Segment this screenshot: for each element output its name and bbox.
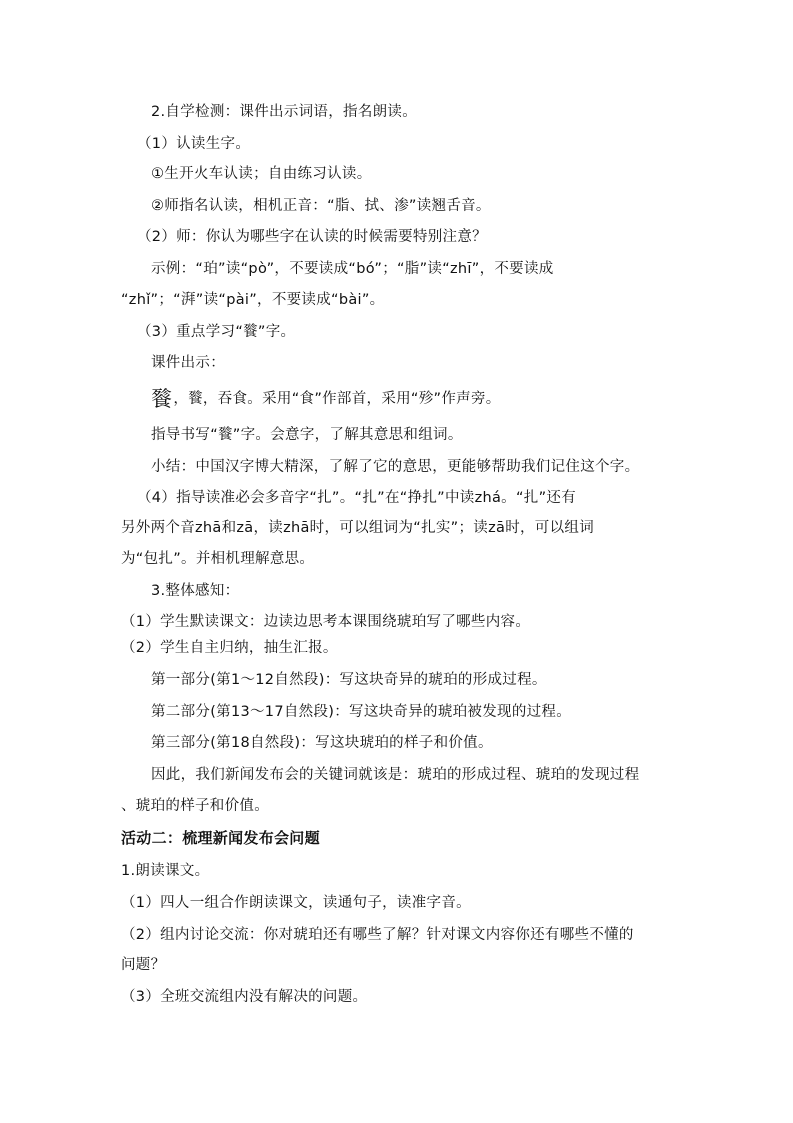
courseware-label: 课件出示： (151, 355, 225, 371)
part-one: 第一部分(第1～12自然段)：写这块奇异的琥珀的形成过程。 (151, 672, 547, 688)
section-2-heading: 2.自学检测：课件出示词语，指名朗读。 (151, 104, 418, 120)
read-step-3: （3）全班交流组内没有解决的问题。 (121, 989, 368, 1005)
step-1-item-a: ①生开火车认读；自由练习认读。 (151, 166, 372, 182)
character-explanation (151, 389, 501, 409)
step-4-line-3: 为“包扎”。并相机理解意思。 (121, 551, 315, 567)
step-4-line-2: 另外两个音zhā和zā，读zhā时，可以组词为“扎实”；读zā时，可以组词 (121, 520, 594, 536)
activity-two-heading: 活动二：梳理新闻发布会问题 (121, 829, 320, 847)
keywords-line-1: 因此，我们新闻发布会的关键词就该是：琥珀的形成过程、琥珀的发现过程 (151, 767, 640, 783)
step-2-example-line-1: 示例：“珀”读“pò”，不要读成“bó”；“脂”读“zhī”，不要读成 (151, 261, 554, 277)
part-two: 第二部分(第13～17自然段)：写这块奇异的琥珀被发现的过程。 (151, 704, 572, 720)
step-1-item-b: ②师指名认读，相机正音：“脂、拭、渗”读翘舌音。 (151, 198, 491, 214)
character-explanation-text: ，餮，吞食。采用“食”作部首，采用“殄”作声旁。 (173, 391, 501, 407)
read-step-2-line-1: （2）组内讨论交流：你对琥珀还有哪些了解？针对课文内容你还有哪些不懂的 (121, 927, 634, 943)
step-4-line-1: （4）指导读准必会多音字“扎”。“扎”在“挣扎”中读zhá。“扎”还有 (137, 490, 577, 506)
step-2-example-line-2: “zhǐ”；“湃”读“pài”，不要读成“bài”。 (121, 292, 385, 308)
summary-text: 小结：中国汉字博大精深，了解了它的意思，更能够帮助我们记住这个字。 (151, 459, 640, 475)
read-step-1: （1）四人一组合作朗读课文，读通句子，读准字音。 (121, 895, 471, 911)
read-step-2-line-2: 问题？ (121, 957, 166, 973)
section-3-step-2: （2）学生自主归纳，抽生汇报。 (121, 640, 338, 656)
section-3-step-1: （1）学生默读课文：边读边思考本课围绕琥珀写了哪些内容。 (121, 614, 531, 630)
character-glyph-image: 餮 (151, 387, 173, 411)
read-text-heading: 1.朗读课文。 (121, 863, 210, 879)
keywords-line-2: 、琥珀的样子和价值。 (121, 798, 269, 814)
section-3-heading: 3.整体感知： (151, 583, 240, 599)
step-3-heading: （3）重点学习“餮”字。 (137, 324, 296, 340)
step-1-heading: （1）认读生字。 (137, 136, 251, 152)
step-2-heading: （2）师：你认为哪些字在认读的时候需要特别注意？ (137, 229, 487, 245)
writing-guidance: 指导书写“餮”字。会意字，了解其意思和组词。 (151, 427, 463, 443)
part-three: 第三部分(第18自然段)：写这块琥珀的样子和价值。 (151, 735, 493, 751)
